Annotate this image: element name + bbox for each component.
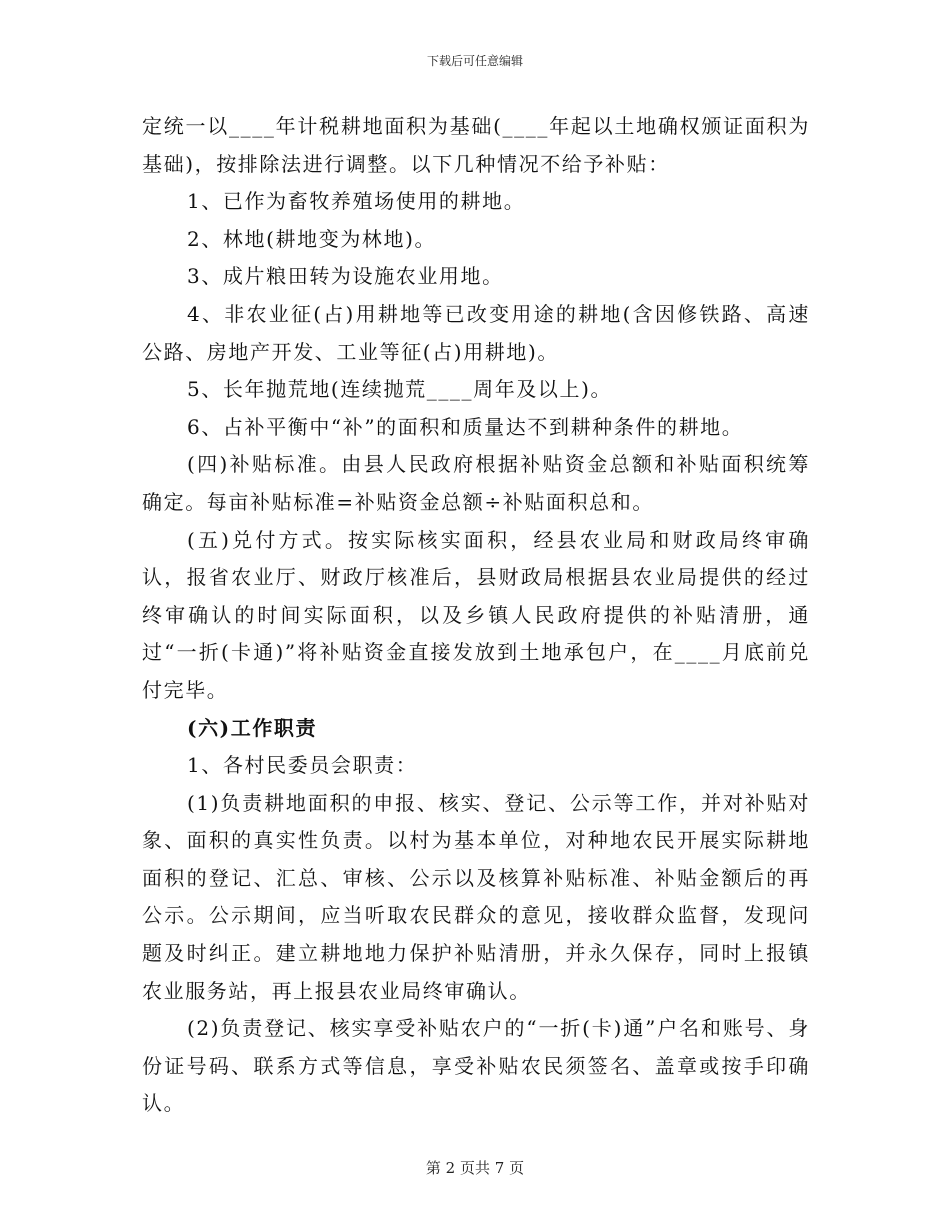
paragraph-subsidy-standard: (四)补贴标准。由县人民政府根据补贴资金总额和补贴面积统筹确定。每亩补贴标准=补贴资金总额÷补贴面积总和。	[142, 452, 810, 514]
list-item-6: 6、占补平衡中“补”的面积和质量达不到耕种条件的耕地。	[187, 414, 744, 439]
duty-item-1: (1)负责耕地面积的申报、核实、登记、公示等工作，并对补贴对象、面积的真实性负责。以村为基本单位，对种地农民开展实际耕地面积的登记、汇总、审核、公示以及核算补贴标准、补贴金额后的再公示。公示期间，应当听取农民群众的意见，接收群众监督，发现问题及时纠正。建立耕地地力保护补贴清册，并永久保存，同时上报镇农业服务站，再上报县农业局终审确认。	[142, 790, 810, 1003]
section-heading-duties: (六)工作职责	[187, 715, 318, 740]
list-item-5: 5、长年抛荒地(连续抛荒____周年及以上)。	[187, 377, 613, 402]
list-item-4: 4、非农业征(占)用耕地等已改变用途的耕地(含因修铁路、高速公路、房地产开发、工业等征(占)用耕地)。	[142, 301, 810, 364]
page-header: 下载后可任意编辑	[426, 54, 523, 68]
list-item-1: 1、已作为畜牧养殖场使用的耕地。	[187, 189, 526, 214]
subheading-village-committee: 1、各村民委员会职责：	[187, 753, 418, 778]
page-footer: 第 2 页共 7 页	[425, 1159, 525, 1177]
list-item-3: 3、成片粮田转为设施农业用地。	[187, 264, 504, 289]
paragraph-continuation: 定统一以____年计税耕地面积为基础(____年起以土地确权颁证面积为基础)，按排除法进行调整。以下几种情况不给予补贴：	[142, 114, 810, 176]
paragraph-payment-method: (五)兑付方式。按实际核实面积，经县农业局和财政局终审确认，报省农业厅、财政厅核准后，县财政局根据县农业局提供的经过终审确认的时间实际面积，以及乡镇人民政府提供的补贴清册，通过“一折(卡通)”将补贴资金直接发放到土地承包户，在____月底前兑付完毕。	[142, 527, 810, 702]
document-body	[142, 108, 810, 1123]
list-item-2: 2、林地(耕地变为林地)。	[187, 226, 437, 251]
duty-item-2: (2)负责登记、核实享受补贴农户的“一折(卡)通”户名和账号、身份证号码、联系方式等信息，享受补贴农民须签名、盖章或按手印确认。	[142, 1016, 810, 1116]
